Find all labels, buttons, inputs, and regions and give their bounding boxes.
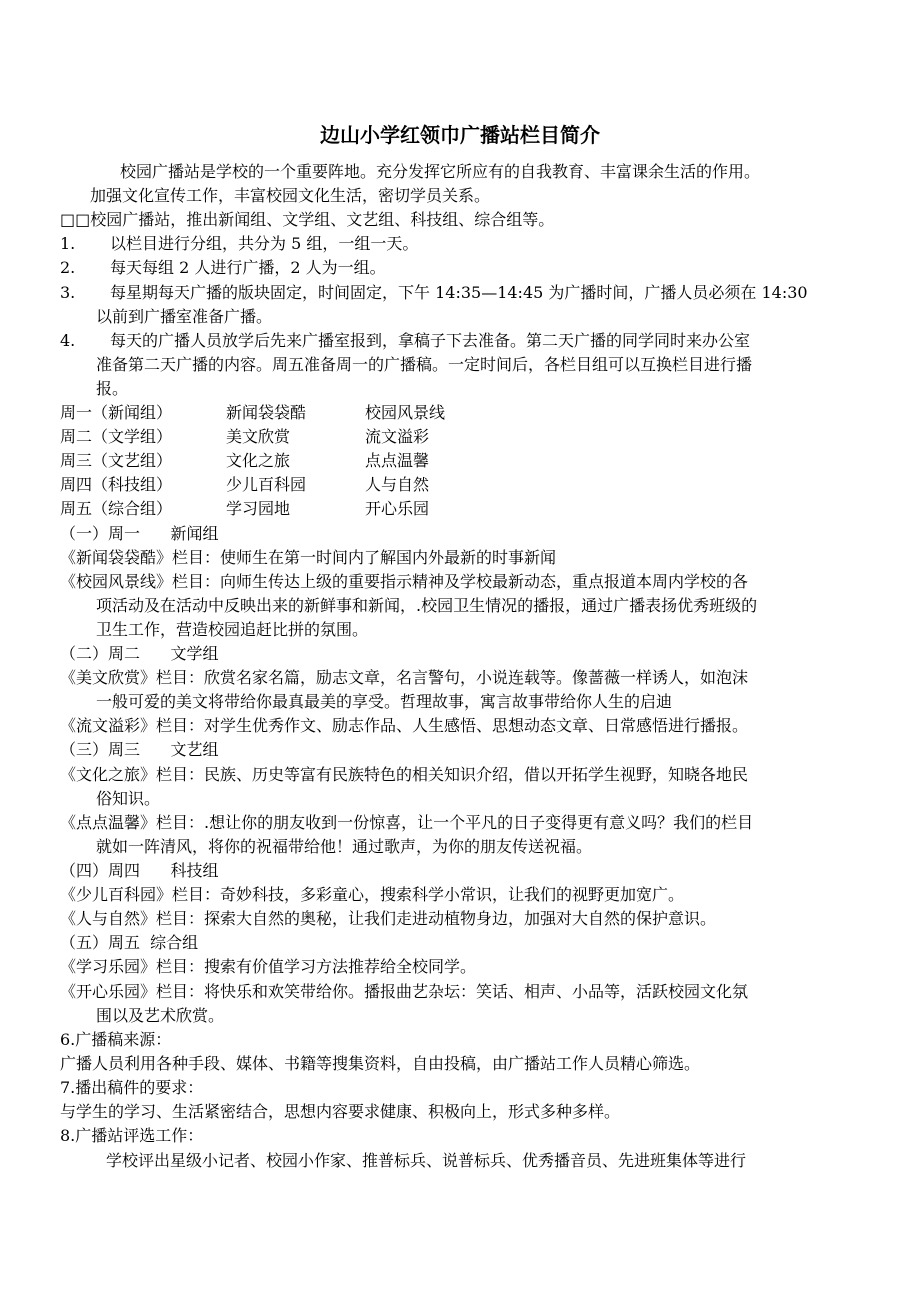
- schedule-day: 周一（新闻组）: [60, 403, 173, 422]
- groups-line: □□校园广播站，推出新闻组、文学组、文艺组、科技组、综合组等。: [60, 210, 555, 229]
- schedule-column-2: 校园风景线: [365, 403, 446, 422]
- column-description-cont: 俗知识。: [96, 789, 161, 808]
- rule-number: 1.: [60, 234, 76, 253]
- item-8-heading: 8.广播站评选工作：: [60, 1126, 204, 1145]
- rule-3: [60, 281, 808, 305]
- schedule-column-2: 开心乐园: [365, 499, 430, 518]
- rule-1: [60, 232, 418, 256]
- item-8-body: 学校评出星级小记者、校园小作家、推普标兵、说普标兵、优秀播音员、先进班集体等进行: [106, 1151, 747, 1170]
- schedule-day: 周四（科技组）: [60, 475, 173, 494]
- schedule-day: 周五（综合组）: [60, 499, 173, 518]
- column-description: 《校园风景线》栏目：向师生传达上级的重要指示精神及学校最新动态，重点报道本周内学校的各: [60, 572, 749, 591]
- intro-line-2: 加强文化宣传工作，丰富校园文化生活，密切学员关系。: [90, 186, 491, 205]
- schedule-column-1: 学习园地: [226, 499, 291, 518]
- schedule-column-1: 文化之旅: [226, 451, 291, 470]
- column-description-cont: 围以及艺术欣赏。: [96, 1006, 225, 1025]
- schedule-column-1: 新闻袋袋酷: [226, 403, 307, 422]
- rule-number: 2.: [60, 258, 76, 277]
- rule-4-cont-1: 准备第二天广播的内容。周五准备周一的广播稿。一定时间后，各栏目组可以互换栏目进行播: [96, 355, 753, 374]
- schedule-row: [60, 473, 429, 497]
- section-heading-wednesday: （三）周三 文艺组: [60, 740, 219, 759]
- schedule-day: 周二（文学组）: [60, 427, 173, 446]
- schedule-row: [60, 425, 429, 449]
- schedule-row: [60, 497, 429, 521]
- schedule-column-2: 流文溢彩: [365, 427, 430, 446]
- intro-line-1: 校园广播站是学校的一个重要阵地。充分发挥它所应有的自我教育、丰富课余生活的作用。: [120, 162, 761, 181]
- column-description: 《流文溢彩》栏目：对学生优秀作文、励志作品、人生感悟、思想动态文章、日常感悟进行播报。: [60, 716, 749, 735]
- section-heading-friday: （五）周五 综合组: [60, 933, 199, 952]
- rule-text: 每星期每天广播的版块固定，时间固定，下午 14:35—14:45 为广播时间，广播人员必须在 14:30: [110, 283, 808, 302]
- column-description: 《新闻袋袋酷》栏目：使师生在第一时间内了解国内外最新的时事新闻: [60, 548, 557, 567]
- column-description: 《少儿百科园》栏目：奇妙科技，多彩童心，搜索科学小常识，让我们的视野更加宽广。: [60, 885, 685, 904]
- rule-2: [60, 256, 386, 280]
- rule-4: [60, 329, 750, 353]
- column-description: 《文化之旅》栏目：民族、历史等富有民族特色的相关知识介绍，借以开拓学生视野，知晓各地民: [60, 765, 749, 784]
- item-6-heading: 6.广播稿来源：: [60, 1030, 172, 1049]
- column-description: 《人与自然》栏目：探索大自然的奥秘，让我们走进动植物身边，加强对大自然的保护意识。: [60, 909, 717, 928]
- section-heading-thursday: （四）周四 科技组: [60, 861, 219, 880]
- schedule-column-2: 人与自然: [365, 475, 430, 494]
- schedule-row: [60, 401, 445, 425]
- schedule-day: 周三（文艺组）: [60, 451, 173, 470]
- section-heading-monday: （一）周一 新闻组: [60, 524, 219, 543]
- column-description-cont: 卫生工作，营造校园追赶比拼的氛围。: [96, 620, 369, 639]
- item-6-body: 广播人员利用各种手段、媒体、书籍等搜集资料，自由投稿，由广播站工作人员精心筛选。: [60, 1054, 701, 1073]
- rule-4-cont-2: 报。: [96, 379, 129, 398]
- column-description-cont: 就如一阵清风，将你的祝福带给他！通过歌声，为你的朋友传送祝福。: [96, 837, 593, 856]
- rule-number: 4.: [60, 331, 76, 350]
- schedule-column-1: 少儿百科园: [226, 475, 307, 494]
- column-description: 《学习乐园》栏目：搜索有价值学习方法推荐给全校同学。: [60, 957, 477, 976]
- rule-text: 每天的广播人员放学后先来广播室报到，拿稿子下去准备。第二天广播的同学同时来办公室: [110, 331, 751, 350]
- schedule-row: [60, 449, 429, 473]
- rule-number: 3.: [60, 283, 76, 302]
- rule-3-cont: 以前到广播室准备广播。: [96, 307, 273, 326]
- rule-text: 以栏目进行分组，共分为 5 组，一组一天。: [110, 234, 419, 253]
- column-description-cont: 项活动及在活动中反映出来的新鲜事和新闻，.校园卫生情况的播报，通过广播表扬优秀班级的: [96, 596, 758, 615]
- schedule-column-1: 美文欣赏: [226, 427, 291, 446]
- item-7-heading: 7.播出稿件的要求：: [60, 1078, 204, 1097]
- section-heading-tuesday: （二）周二 文学组: [60, 644, 219, 663]
- page-title: 边山小学红领巾广播站栏目简介: [320, 123, 600, 147]
- column-description-cont: 一般可爱的美文将带给你最真最美的享受。哲理故事，寓言故事带给你人生的启迪: [96, 692, 673, 711]
- column-description: 《开心乐园》栏目：将快乐和欢笑带给你。播报曲艺杂坛：笑话、相声、小品等，活跃校园文化氛: [60, 982, 749, 1001]
- schedule-column-2: 点点温馨: [365, 451, 430, 470]
- item-7-body: 与学生的学习、生活紧密结合，思想内容要求健康、积极向上，形式多种多样。: [60, 1102, 621, 1121]
- rule-text: 每天每组 2 人进行广播，2 人为一组。: [110, 258, 386, 277]
- column-description: 《美文欣赏》栏目：欣赏名家名篇，励志文章，名言警句，小说连载等。像蔷薇一样诱人，如泡沫: [60, 668, 749, 687]
- column-description: 《点点温馨》栏目：.想让你的朋友收到一份惊喜，让一个平凡的日子变得更有意义吗？我们的栏目: [60, 813, 754, 832]
